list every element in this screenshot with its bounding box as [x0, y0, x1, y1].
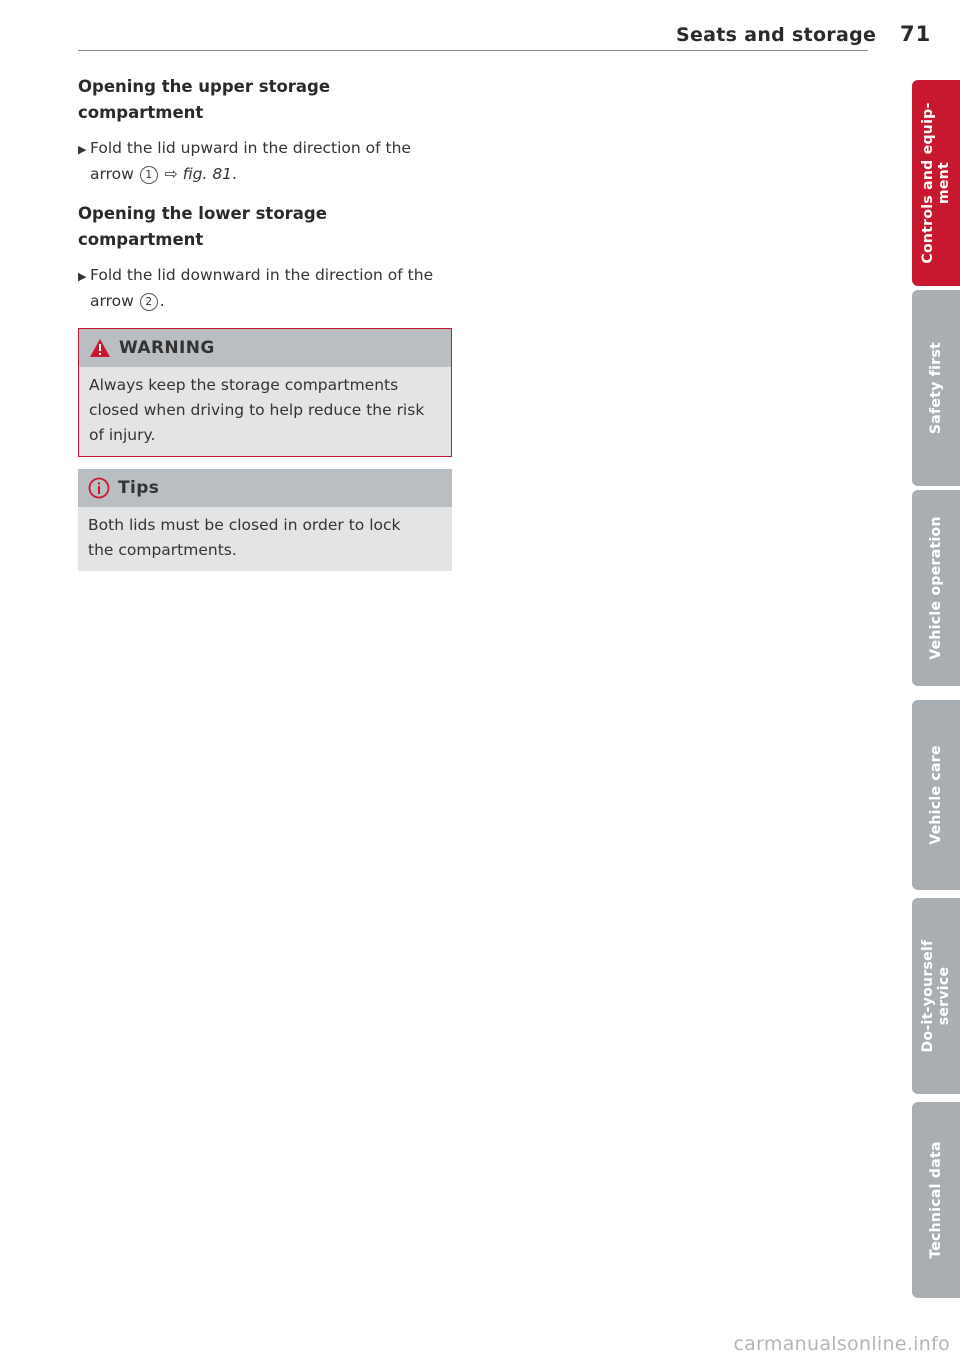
figure-reference[interactable]: fig. 81 [182, 165, 233, 183]
tab-safety-first[interactable]: Safety first [912, 290, 960, 486]
section-title: Seats and storage [676, 24, 877, 46]
tips-box: Tips Both lids must be closed in order to lock the compartments. [78, 469, 452, 571]
callout-number: 2 [140, 293, 158, 311]
tab-vehicle-operation[interactable]: Vehicle operation [912, 490, 960, 686]
bullet-triangle-icon: ▶ [78, 143, 87, 156]
step-upper: ▶ Fold the lid upward in the direction of the arrow 1 ⇨ fig. 81. [78, 139, 411, 183]
watermark: carmanualsonline.info [733, 1333, 950, 1355]
warning-triangle-icon [89, 338, 111, 358]
main-content [78, 74, 452, 571]
tab-do-it-yourself-service[interactable]: Do-it-yourself service [912, 898, 960, 1094]
page-number: 71 [900, 22, 932, 46]
tab-vehicle-care[interactable]: Vehicle care [912, 700, 960, 890]
heading-upper-compartment: Opening the upper storage compartment [78, 77, 331, 122]
callout-number: 1 [140, 166, 158, 184]
warning-label: WARNING [119, 338, 215, 358]
arrow-right-icon: ⇨ [164, 165, 178, 183]
tab-controls-and-equipment[interactable]: Controls and equip- ment [912, 80, 960, 286]
header-rule [78, 50, 868, 51]
tab-technical-data[interactable]: Technical data [912, 1102, 960, 1298]
info-icon [88, 477, 110, 499]
heading-lower-compartment: Opening the lower storage compartment [78, 204, 327, 249]
step-lower: ▶ Fold the lid downward in the direction of the arrow 2 . [78, 266, 434, 310]
bullet-triangle-icon: ▶ [78, 270, 87, 283]
tips-label: Tips [118, 478, 160, 498]
warning-box: WARNING Always keep the storage compartments closed when driving to help reduce the risk of injury. [78, 328, 452, 457]
